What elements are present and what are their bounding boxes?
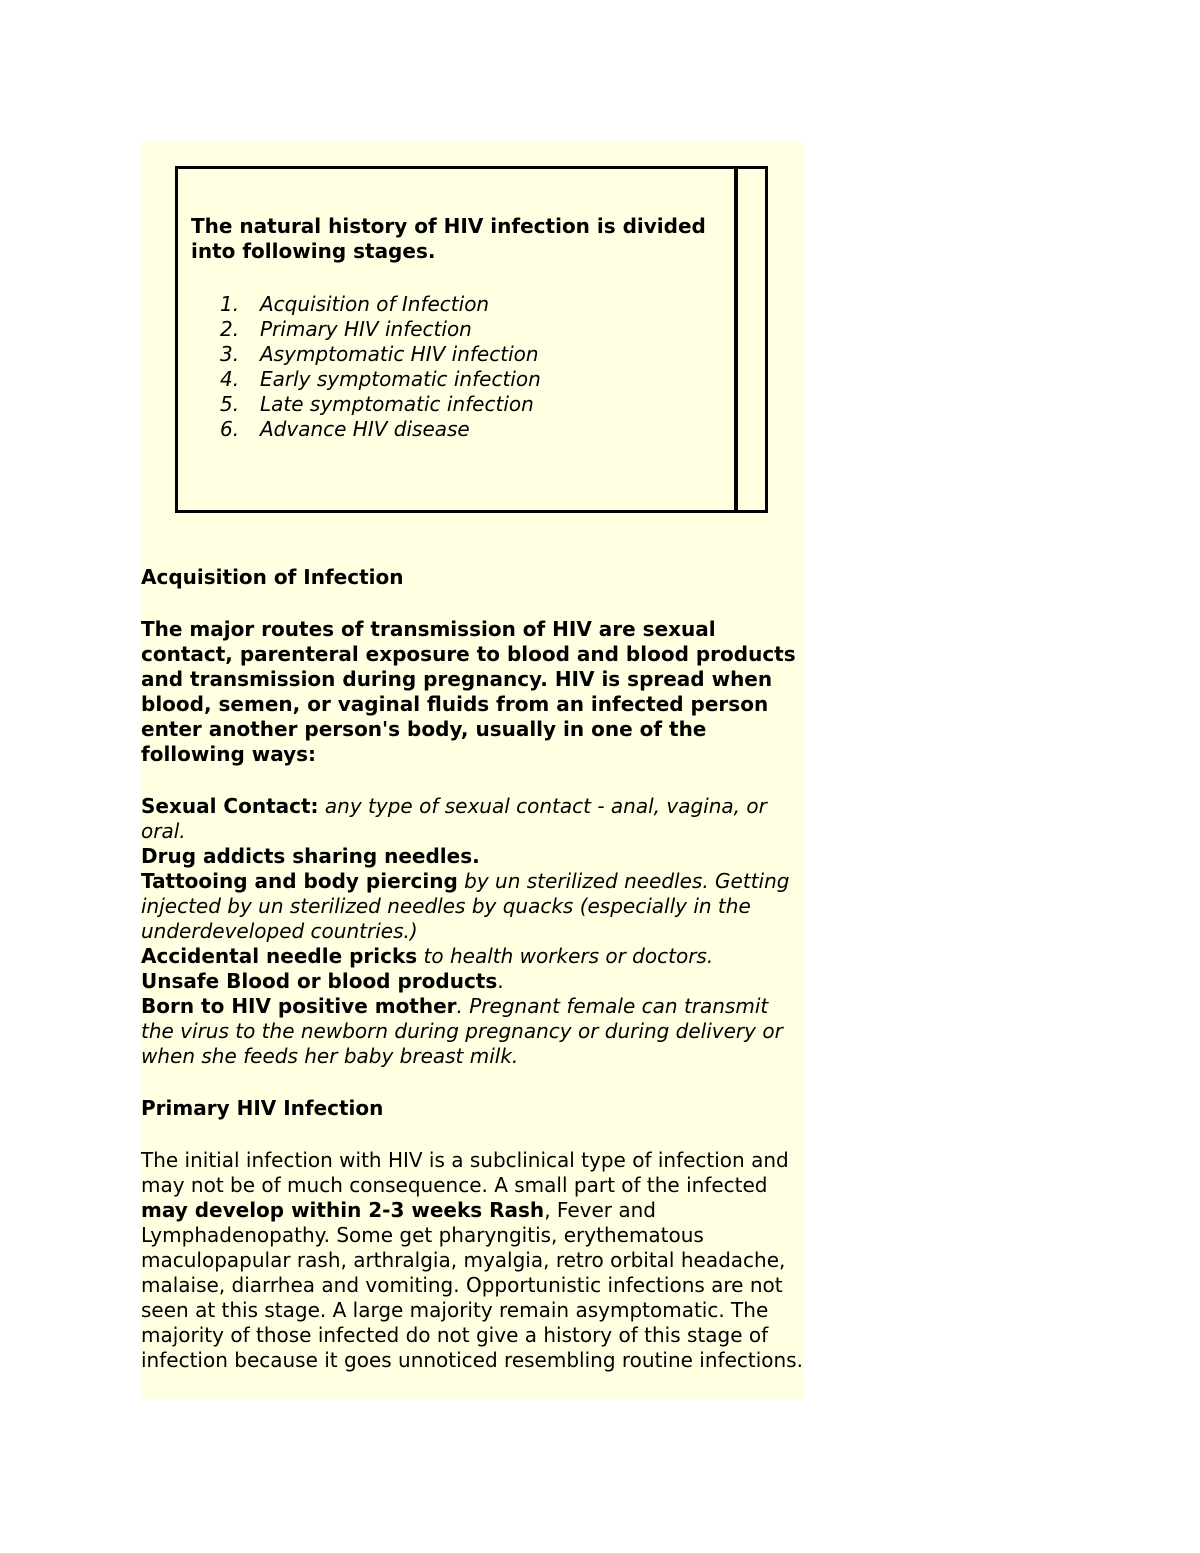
stages-intro: The natural history of HIV infection is divided into following stages. bbox=[191, 214, 706, 263]
list-label: Late symptomatic infection bbox=[260, 392, 534, 416]
way-label: Sexual Contact: bbox=[141, 794, 319, 818]
spacer bbox=[141, 1069, 803, 1096]
way-label: Accidental needle pricks bbox=[141, 944, 418, 968]
list-item bbox=[220, 367, 541, 392]
list-item bbox=[220, 317, 541, 342]
way-mother bbox=[141, 994, 803, 1069]
list-number: 3. bbox=[220, 342, 240, 366]
spacer bbox=[141, 1121, 803, 1148]
way-detail: any type of sexual contact - anal, vagina, or oral. bbox=[141, 794, 767, 843]
stages-box bbox=[175, 166, 768, 513]
main-content bbox=[141, 565, 803, 1373]
routes-paragraph: The major routes of transmission of HIV are sexual contact, parenteral exposure to blood and blood products and transmission during pregnancy. HIV is spread when blood, semen, or vaginal fluids from an infected person enter another person's body, usually in one of the following ways: bbox=[141, 617, 796, 766]
list-item bbox=[220, 392, 541, 417]
primary-paragraph bbox=[141, 1148, 803, 1373]
list-item bbox=[220, 292, 541, 317]
way-needle-pricks bbox=[141, 944, 803, 969]
primary-text-bold: may develop within 2-3 weeks Rash bbox=[141, 1198, 545, 1222]
way-unsafe-blood bbox=[141, 969, 803, 994]
way-detail: . bbox=[497, 969, 504, 993]
way-tattooing bbox=[141, 869, 803, 944]
list-number: 1. bbox=[220, 292, 240, 316]
spacer bbox=[141, 767, 803, 794]
way-label: Tattooing and body piercing bbox=[141, 869, 458, 893]
list-label: Primary HIV infection bbox=[260, 317, 472, 341]
list-label: Early symptomatic infection bbox=[260, 367, 541, 391]
list-number: 2. bbox=[220, 317, 240, 341]
way-detail: . Pregnant female can transmit the virus to the newborn during pregnancy or during delivery or when she feeds her baby breast milk. bbox=[141, 994, 783, 1068]
way-label: Unsafe Blood or blood products bbox=[141, 969, 498, 993]
list-number: 6. bbox=[220, 417, 240, 441]
list-number: 5. bbox=[220, 392, 240, 416]
box-divider bbox=[734, 169, 738, 510]
list-item bbox=[220, 417, 541, 442]
list-label: Asymptomatic HIV infection bbox=[260, 342, 539, 366]
primary-heading: Primary HIV Infection bbox=[141, 1096, 384, 1120]
way-detail: by un sterilized needles. Getting injected by un sterilized needles by quacks (especially in the underdeveloped countries.) bbox=[141, 869, 790, 943]
way-label: Born to HIV positive mother bbox=[141, 994, 457, 1018]
list-label: Acquisition of Infection bbox=[260, 292, 490, 316]
primary-text-part: The initial infection with HIV is a subclinical type of infection and may not be of much consequence. A small part of the infected bbox=[141, 1148, 789, 1197]
stages-list bbox=[220, 292, 541, 442]
way-sexual-contact bbox=[141, 794, 803, 844]
way-drug-addicts: Drug addicts sharing needles. bbox=[141, 844, 480, 868]
way-detail: to health workers or doctors. bbox=[417, 944, 714, 968]
list-item bbox=[220, 342, 541, 367]
list-number: 4. bbox=[220, 367, 240, 391]
acquisition-heading: Acquisition of Infection bbox=[141, 565, 404, 589]
list-label: Advance HIV disease bbox=[260, 417, 470, 441]
primary-text-part: , Fever and Lymphadenopathy. Some get pharyngitis, erythematous maculopapular rash, arthralgia, myalgia, retro orbital headache, malaise, diarrhea and vomiting. Opportunistic infections are not seen at this stage. A large majority remain asymptomatic. The majority of those infected do not give a history of this stage of infection because it goes unnoticed resembling routine infections. bbox=[141, 1198, 803, 1372]
spacer bbox=[141, 590, 803, 617]
